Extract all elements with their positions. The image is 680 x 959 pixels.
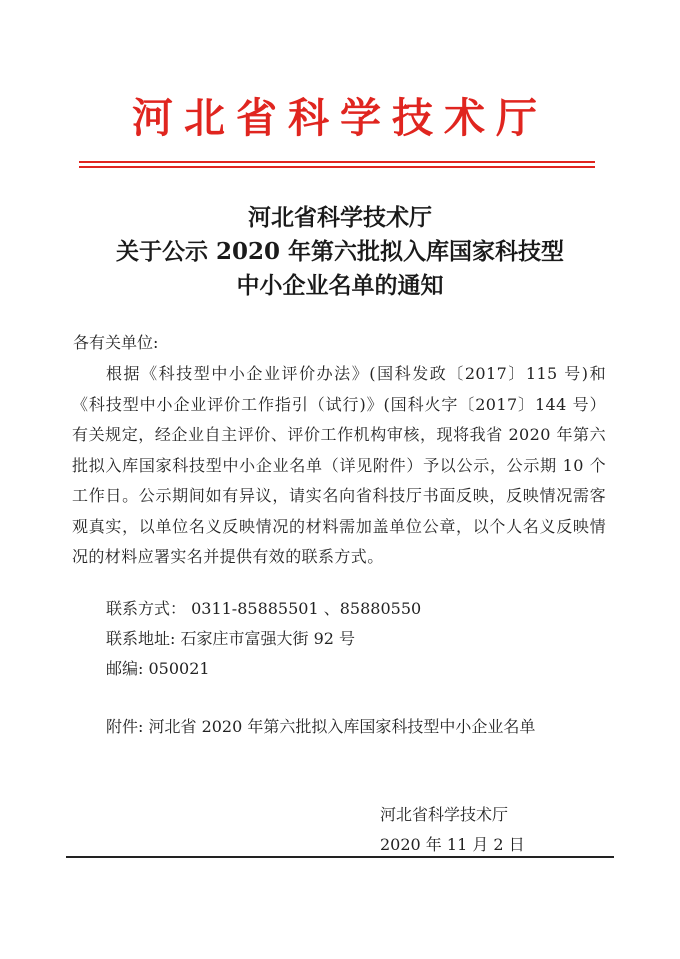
title-line-2: 关于公示 2020 年第六批拟入库国家科技型 xyxy=(115,238,565,265)
signature-org: 河北省科学技术厅 xyxy=(380,805,509,824)
contact-address: 联系地址: 石家庄市富强大街 92 号 xyxy=(106,629,356,648)
header-divider-bottom xyxy=(79,166,595,168)
body-paragraph: 根据《科技型中小企业评价办法》(国科发政〔2017〕115 号)和《科技型中小企业评价工作指引（试行)》(国科火字〔2017〕144 号）有关规定，经企业自主评价、评价工作机构审核，现将我省 2020 年第六批拟入库国家科技型中小企业名单（详见附件）予以公示，公示期 10 个工作日。公示期间如有异议，请实名向省科技厅书面反映，反映情况需客观真实，以单位名义反映情况的材料需加盖单位公章，以个人名义反映情况的材料应署实名并提供有效的联系方式。 xyxy=(72,364,606,566)
title-line-1: 河北省科学技术厅 xyxy=(248,204,432,231)
title-line-3: 中小企业名单的通知 xyxy=(236,272,444,299)
header-divider-top xyxy=(79,161,595,163)
postcode: 邮编: 050021 xyxy=(106,659,210,678)
attachment-note: 附件: 河北省 2020 年第六批拟入库国家科技型中小企业名单 xyxy=(106,717,536,736)
notice-title xyxy=(0,201,680,303)
salutation: 各有关单位: xyxy=(73,333,159,352)
header-org-name: 河北省科学技术厅 xyxy=(132,94,548,142)
signature-date: 2020 年 11 月 2 日 xyxy=(380,835,525,854)
footer-divider xyxy=(66,856,614,858)
contact-phone: 联系方式： 0311-85885501 、85880550 xyxy=(106,599,422,618)
